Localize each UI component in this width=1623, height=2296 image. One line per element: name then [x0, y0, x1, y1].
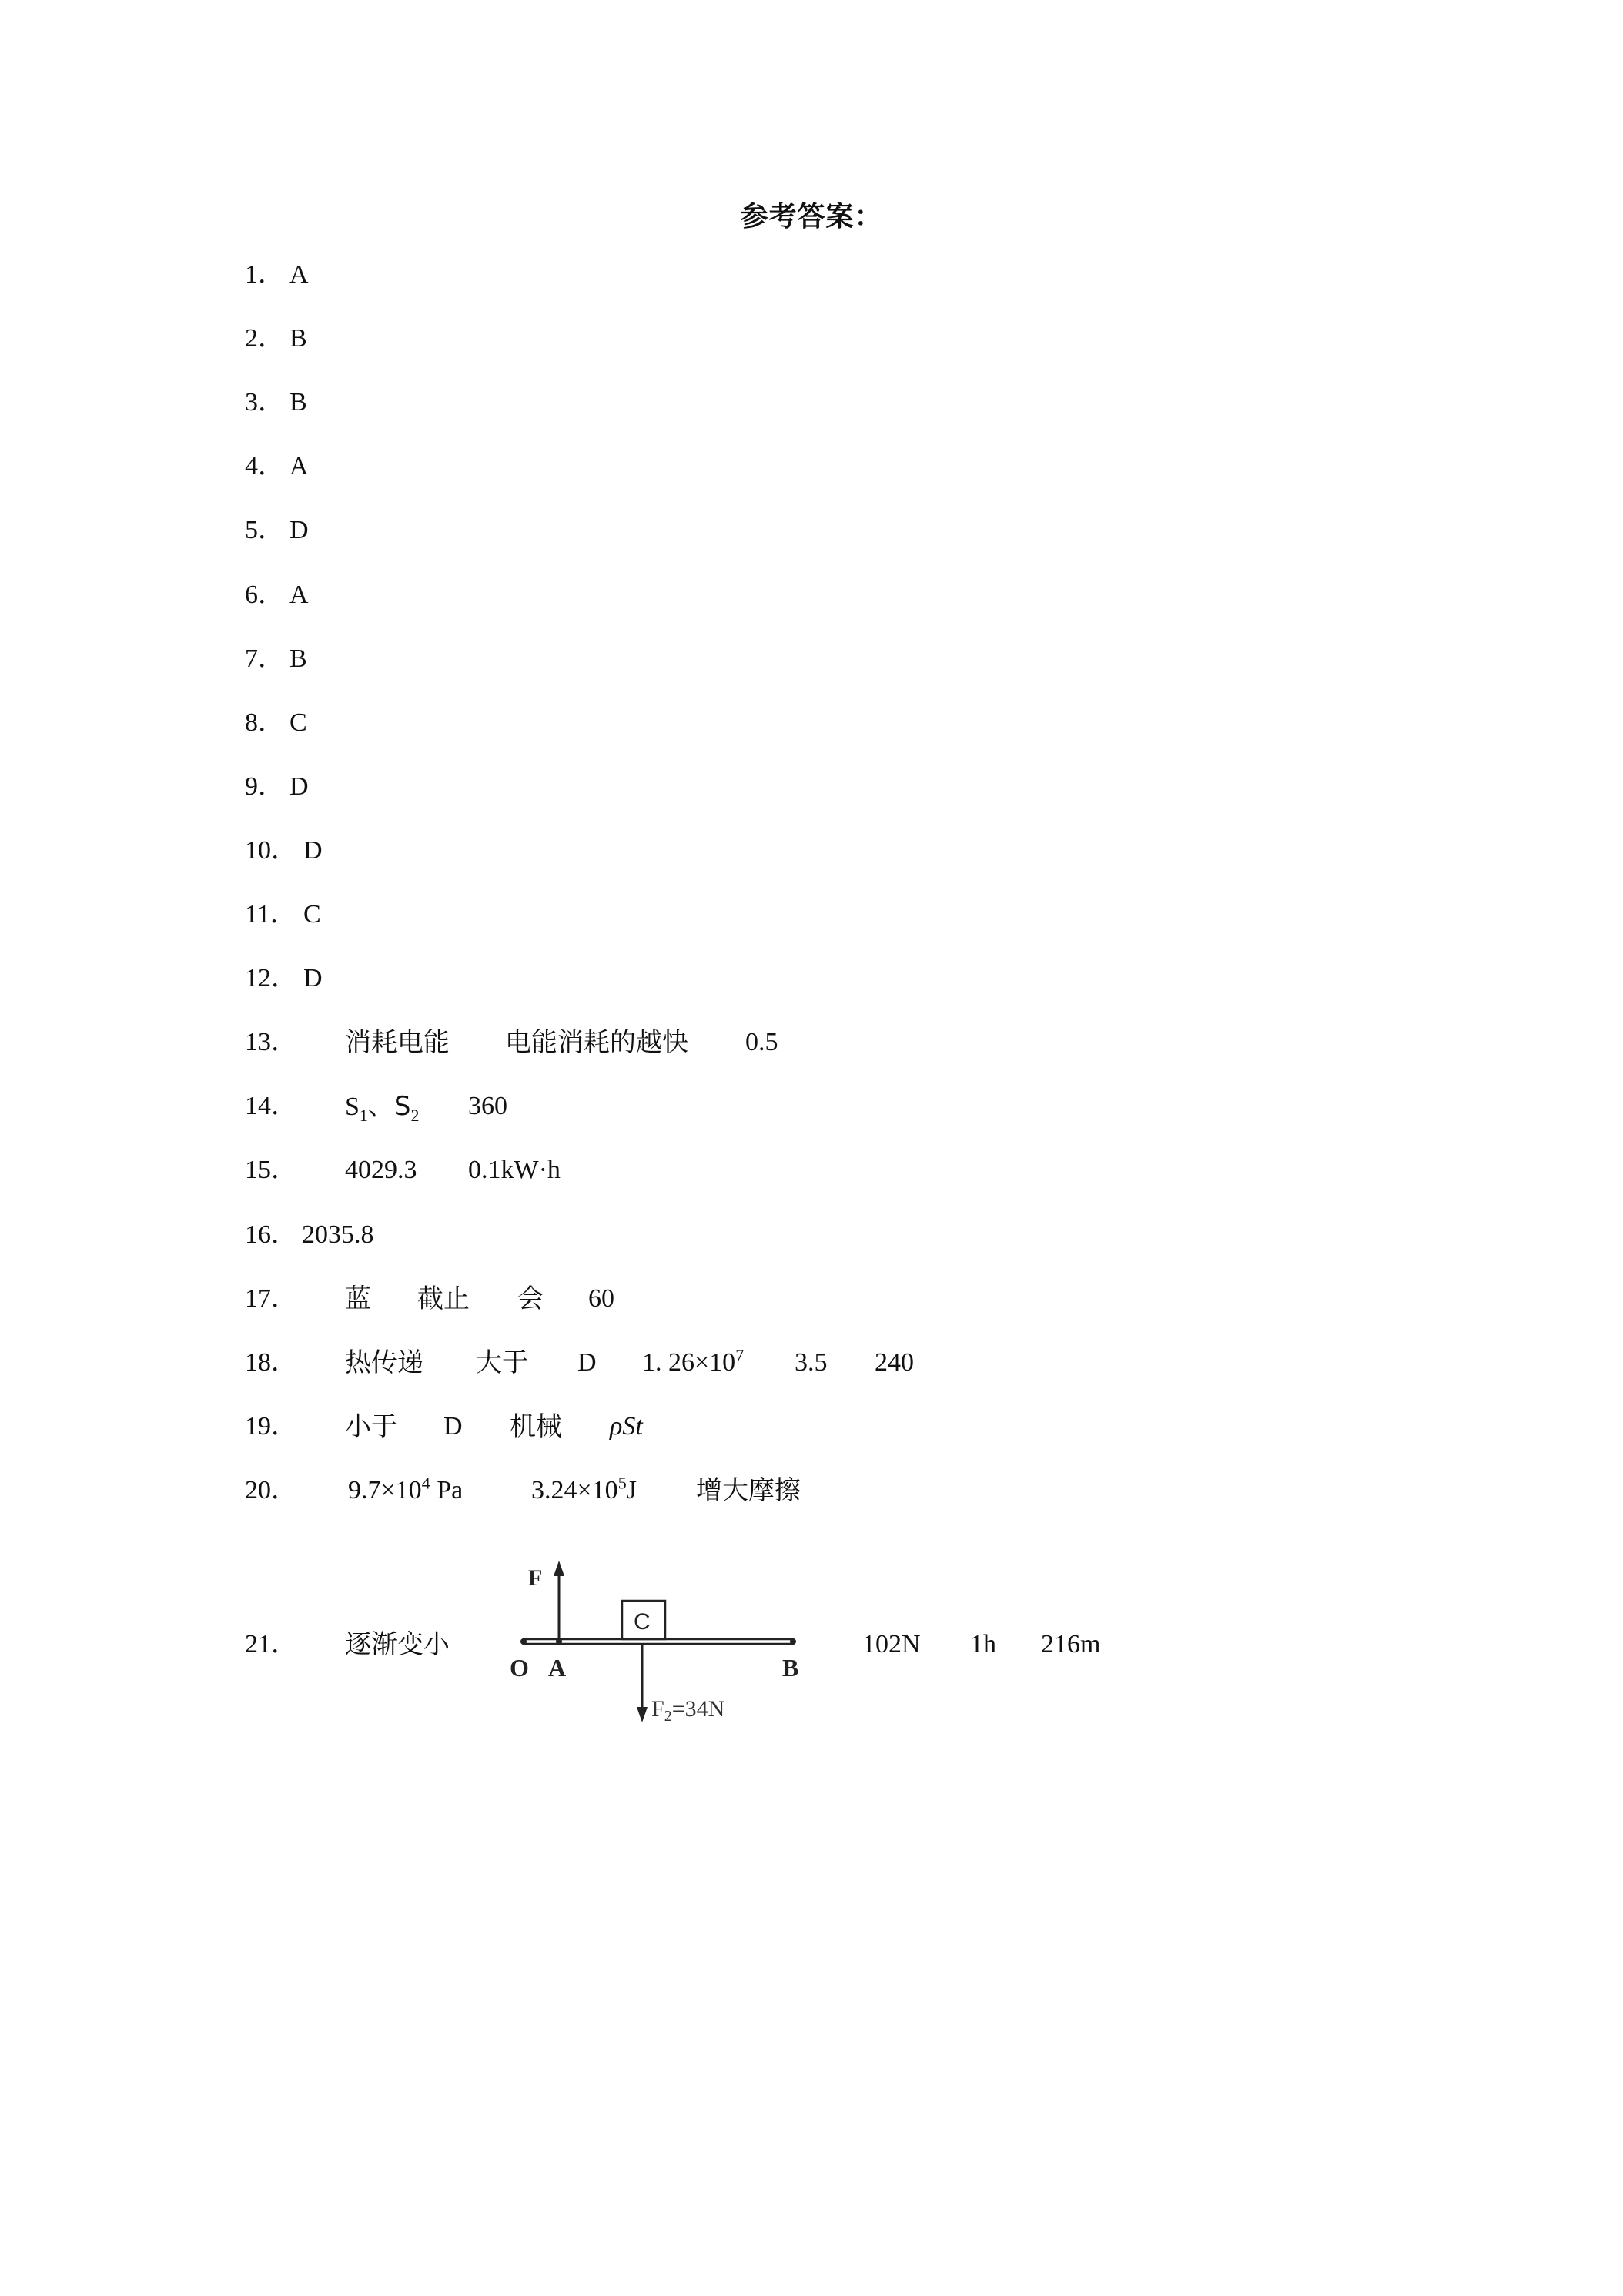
subscript-2: 2	[410, 1105, 420, 1125]
answer-number: 8．	[245, 708, 284, 737]
force-down-prefix: F	[651, 1696, 664, 1722]
answer-number: 1．	[245, 260, 284, 289]
answer-part-work	[531, 1471, 637, 1510]
answer-part: 60	[588, 1284, 614, 1313]
point-o-label: O	[510, 1654, 529, 1682]
answer-part: 大于	[476, 1347, 528, 1378]
answer-value: B	[289, 644, 307, 673]
answer-number: 4．	[245, 452, 284, 480]
answer-number: 11．	[245, 900, 296, 929]
answer-number: 6．	[245, 581, 284, 609]
answer-part-pressure	[348, 1471, 463, 1510]
arrow-down-icon	[637, 1707, 648, 1722]
answer-number: 18．	[245, 1348, 297, 1377]
force-down-suffix: =34N	[671, 1696, 725, 1722]
work-unit: J	[626, 1476, 637, 1504]
answer-part: 截止	[417, 1284, 470, 1314]
answer-value: C	[303, 900, 321, 929]
switch-s: S	[345, 1093, 360, 1121]
answer-part: 216m	[1041, 1630, 1101, 1658]
answer-part: 电能消耗的越快	[505, 1027, 688, 1058]
point-b-dot	[790, 1638, 796, 1645]
answer-value: D	[303, 964, 323, 992]
pressure-base: 9.7×10	[348, 1476, 422, 1504]
answer-part: 1h	[970, 1630, 996, 1658]
arrow-up-icon	[554, 1561, 564, 1576]
answer-part: 小于	[345, 1411, 397, 1442]
answer-value: C	[289, 708, 307, 737]
box-c-label: C	[634, 1609, 651, 1635]
answer-value: B	[289, 388, 307, 417]
answer-part: 消耗电能	[345, 1027, 450, 1058]
answer-part: 0.5	[745, 1028, 778, 1056]
answer-value: B	[289, 324, 307, 353]
answer-part-switches	[345, 1087, 420, 1126]
work-exponent: 5	[617, 1473, 627, 1493]
answer-part: 蓝	[345, 1284, 371, 1314]
answer-part: 逐渐变小	[345, 1629, 450, 1660]
answer-part: 热传递	[345, 1347, 423, 1378]
answer-number: 10．	[245, 836, 297, 865]
answer-part: 增大摩擦	[696, 1475, 801, 1506]
pivot-o-dot	[520, 1638, 527, 1645]
pressure-exponent: 4	[421, 1473, 430, 1493]
answer-number: 12．	[245, 964, 297, 992]
point-a-dot	[556, 1638, 562, 1645]
energy-base: 1. 26×10	[642, 1348, 736, 1377]
answer-value: D	[303, 836, 323, 865]
switch-separator: 、S	[367, 1091, 411, 1122]
answer-number: 15．	[245, 1156, 297, 1184]
answer-part: 360	[468, 1092, 507, 1120]
answer-part: D	[577, 1348, 597, 1377]
force-up-label: F	[528, 1565, 543, 1591]
answer-part-formula: ρSt	[610, 1412, 643, 1441]
work-base: 3.24×10	[531, 1476, 618, 1504]
answer-part: D	[443, 1412, 463, 1441]
lever-diagram	[493, 1551, 816, 1729]
subscript-1: 1	[359, 1105, 368, 1125]
answer-value: D	[289, 516, 309, 544]
page-title: 参考答案：	[740, 201, 883, 233]
answer-number: 14．	[245, 1092, 297, 1120]
force-down-subscript: 2	[664, 1708, 672, 1725]
force-down-label	[651, 1696, 724, 1725]
answer-value: A	[289, 452, 309, 480]
answer-part: 3.5	[795, 1348, 828, 1377]
answer-part: 机械	[510, 1411, 562, 1442]
answer-part: 4029.3	[345, 1156, 417, 1184]
point-a-label: A	[548, 1654, 567, 1682]
pressure-unit: Pa	[437, 1476, 463, 1504]
answer-value: A	[289, 260, 309, 289]
answer-part: 会	[517, 1284, 544, 1314]
energy-exponent: 7	[735, 1345, 745, 1365]
answer-part: 2035.8	[302, 1220, 374, 1249]
answer-part: 0.1kW·h	[468, 1156, 561, 1184]
answer-number: 17．	[245, 1284, 297, 1313]
answer-part: 102N	[862, 1630, 921, 1658]
answer-number: 16．	[245, 1220, 297, 1249]
answer-number: 3．	[245, 388, 284, 417]
answer-number: 20．	[245, 1476, 297, 1504]
answer-number: 13．	[245, 1028, 297, 1056]
answer-number: 5．	[245, 516, 284, 544]
point-b-label: B	[782, 1654, 799, 1682]
answer-number: 19．	[245, 1412, 297, 1441]
answer-number: 7．	[245, 644, 284, 673]
answer-part: 240	[875, 1348, 914, 1377]
answer-number: 9．	[245, 772, 284, 801]
answer-part-energy	[642, 1344, 744, 1382]
answer-number: 21．	[245, 1630, 297, 1658]
answer-value: D	[289, 772, 309, 801]
answer-number: 2．	[245, 324, 284, 353]
answer-value: A	[289, 581, 309, 609]
